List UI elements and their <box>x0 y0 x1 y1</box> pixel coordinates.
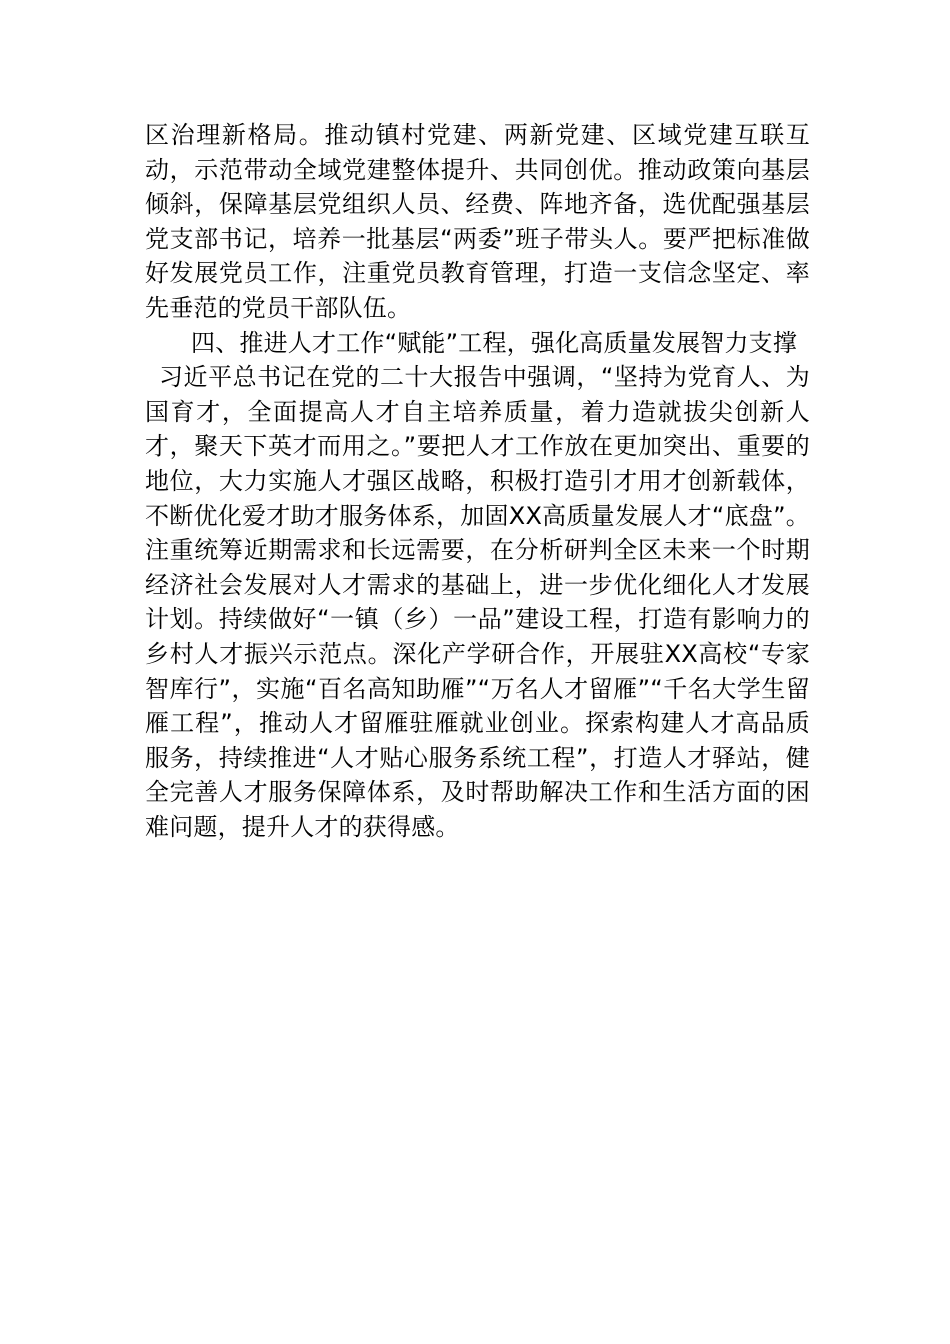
paragraph-continued: 区治理新格局。推动镇村党建、两新党建、区域党建互联互动，示范带动全域党建整体提升、共同创优。推动政策向基层倾斜，保障基层党组织人员、经费、阵地齐备，选优配强基层党支部书记，培养一批基层“两委”班子带头人。要严把标准做好发展党员工作，注重党员教育管理，打造一支信念坚定、率先垂范的党员干部队伍。 <box>145 121 810 322</box>
section-heading: 四、推进人才工作“赋能”工程，强化高质量发展智力支撑 <box>191 328 798 357</box>
document-body <box>145 118 810 844</box>
paragraph-talent-work: 习近平总书记在党的二十大报告中强调，“坚持为党育人、为国育才，全面提高人才自主培养质量，着力造就拔尖创新人才，聚天下英才而用之。”要把人才工作放在更加突出、重要的地位，大力实施人才强区战略，积极打造引才用才创新载体，不断优化爱才助才服务体系，加固XX高质量发展人才“底盘”。注重统筹近期需求和长远需要，在分析研判全区未来一个时期经济社会发展对人才需求的基础上，进一步优化细化人才发展计划。持续做好“一镇（乡）一品”建设工程，打造有影响力的乡村人才振兴示范点。深化产学研合作，开展驻XX高校“专家智库行”，实施“百名高知助雁”“万名人才留雁”“千名大学生留雁工程”，推动人才留雁驻雁就业创业。探索构建人才高品质服务，持续推进“人才贴心服务系统工程”，打造人才驿站，健全完善人才服务保障体系，及时帮助解决工作和生活方面的困难问题，提升人才的获得感。 <box>145 363 810 841</box>
